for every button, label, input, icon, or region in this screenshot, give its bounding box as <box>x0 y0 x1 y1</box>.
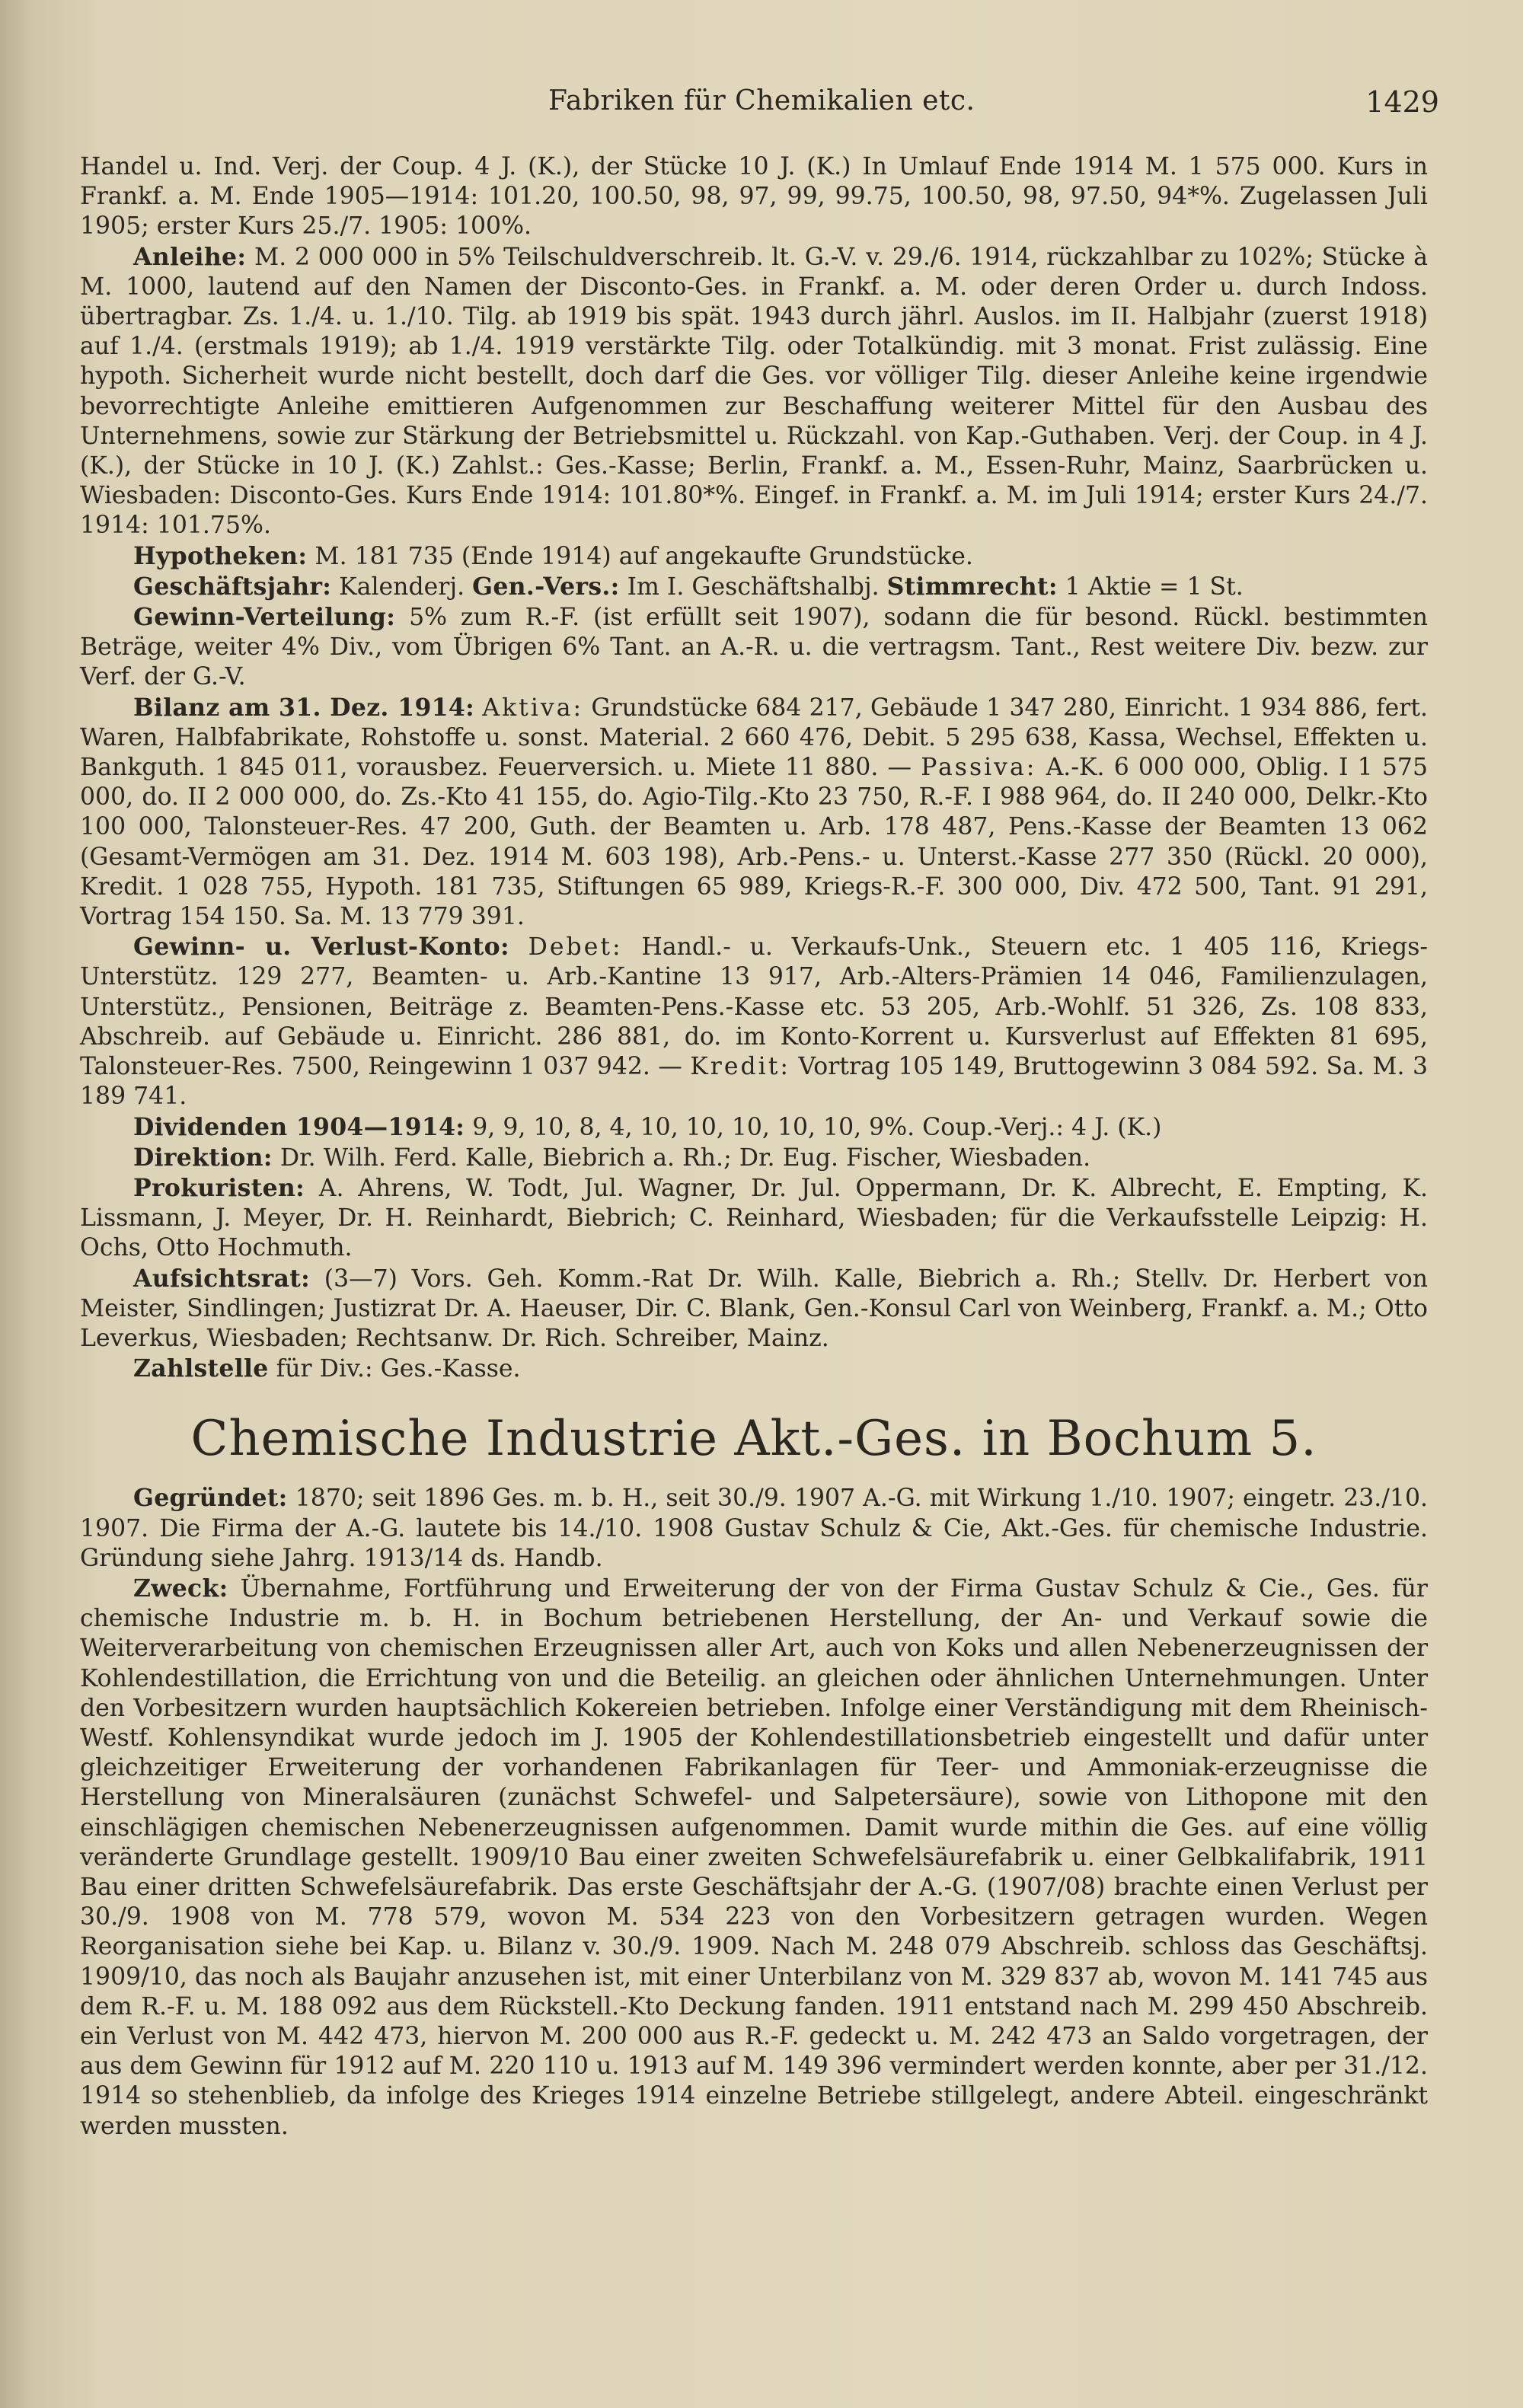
entry-dividenden <box>80 1112 1428 1143</box>
entry-geschaeftsjahr <box>80 572 1428 602</box>
entry-hypotheken <box>80 541 1428 572</box>
entry-label: Gewinn-Verteilung: <box>133 603 396 632</box>
kredit-label: Kredit: <box>690 1053 790 1081</box>
passiva-text: A.-K. 6 000 000, Oblig. I 1 575 000, do. II 2 000 000, do. Zs.-Kto 41 155, do. Agio-Tilg.-Kto 23 750, R.-F. I 988 964, do. II 240 000, Delkr.-Kto 100 000, Talonsteuer-Res. 47 200, Guth. der Beamten u. Arb. 178 487, Pens.-Kasse der Beamten 13 062 (Gesamt-Vermögen am 31. Dez. 1914 M. 603 198), Arb.-Pens.- u. Unterst.-Kasse 277 350 (Rückl. 20 000), Kredit. 1 028 755, Hypoth. 181 735, Stiftungen 65 989, Kriegs-R.-F. 300 000, Div. 472 500, Tant. 91 291, Vortrag 154 150. Sa. M. 13 779 391. <box>80 754 1429 931</box>
entry-text: M. 181 735 (Ende 1914) auf angekaufte Grundstücke. <box>314 542 973 570</box>
entry-zweck <box>80 1574 1428 2142</box>
entry-text: 1870; seit 1896 Ges. m. b. H., seit 30./9. 1907 A.-G. mit Wirkung 1./10. 1907; eingetr. 23./10. 1907. Die Firma der A.-G. lautete bis 14./10. 1908 Gustav Schulz & Cie, Akt.-Ges. für chemische Industrie. Gründung siehe Jahrg. 1913/14 ds. Handb. <box>80 1485 1429 1572</box>
entry-text: Dr. Wilh. Ferd. Kalle, Biebrich a. Rh.; Dr. Eug. Fischer, Wiesbaden. <box>279 1143 1091 1172</box>
entry-text: 5% zum R.-F. (ist erfüllt seit 1907), sodann die für besond. Rückl. bestimmten Beträge, weiter 4% Div., vom Übrigen 6% Tant. an A.-R. u. die vertragsm. Tant., Rest weitere Div. bezw. zur Verf. der G.-V. <box>80 604 1428 691</box>
entry-text: Im I. Geschäftshalbj. <box>627 572 880 601</box>
entry-label: Zahlstelle <box>133 1354 269 1383</box>
entry-anleihe <box>80 242 1428 541</box>
body-text <box>80 152 1428 2142</box>
continuation-text: Handel u. Ind. Verj. der Coup. 4 J. (K.), der Stücke 10 J. (K.) In Umlauf Ende 1914 M. 1 575 000. Kurs in Frankf. a. M. Ende 1905—1914: 101.20, 100.50, 98, 97, 99, 99.75, 100.50, 98, 97.50, 94*%. Zugelassen Juli 1905; erster Kurs 25./7. 1905: 100%. <box>80 153 1428 241</box>
entry-text: 1 Aktie = 1 St. <box>1065 572 1244 601</box>
debet-label: Debet: <box>528 933 623 962</box>
entry-label: Gegründet: <box>133 1484 288 1513</box>
entry-label: Prokuristen: <box>133 1173 305 1202</box>
entry-gegruendet <box>80 1483 1428 1574</box>
entry-gewinn-verlust <box>80 932 1428 1112</box>
entry-bilanz <box>80 693 1428 933</box>
aktiva-label: Aktiva: <box>482 694 584 722</box>
entry-text: A. Ahrens, W. Todt, Jul. Wagner, Dr. Jul. Oppermann, Dr. K. Albrecht, E. Empting, K. Lissmann, J. Meyer, Dr. H. Reinhardt, Biebrich; C. Reinhard, Wiesbaden; für die Verkaufsstelle Leipzig: H. Ochs, Otto Hochmuth. <box>80 1174 1429 1262</box>
entry-zahlstelle <box>80 1354 1428 1384</box>
entry-prokuristen <box>80 1173 1428 1264</box>
entry-label: Direktion: <box>133 1143 273 1172</box>
entry-text: Übernahme, Fortführung und Erweiterung der von der Firma Gustav Schulz & Cie., Ges. für chemische Industrie m. b. H. in Bochum betriebenen Herstellung, der An- und Verkauf sowie die Weiterverarbeitung von chemischen Erzeugnissen aller Art, auch von Koks und allen Nebenerzeugnissen der Kohlendestillation, die Errichtung von und die Beteilig. an gleichen oder ähnlichen Unternehmungen. Unter den Vorbesitzern wurden hauptsächlich Kokereien betrieben. Infolge einer Verständigung mit dem Rheinisch-Westf. Kohlensyndikat wurde jedoch im J. 1905 der Kohlendestillationsbetrieb eingestellt und dafür unter gleichzeitiger Erweiterung der vorhandenen Fabrikanlagen für Teer- und Ammoniak-erzeugnisse die Herstellung von Mineralsäuren (zunächst Schwefel- und Salpetersäure), sowie von Lithopone mit den einschlägigen chemischen Nebenerzeugnissen aufgenommen. Damit wurde mithin die Ges. auf eine völlig veränderte Grundlage gestellt. 1909/10 Bau einer zweiten Schwefelsäurefabrik u. einer Gelbkalifabrik, 1911 Bau einer dritten Schwefelsäurefabrik. Das erste Geschäftsjahr der A.-G. (1907/08) brachte einen Verlust per 30./9. 1908 von M. 778 579, wovon M. 534 223 von den Vorbesitzern getragen wurden. Wegen Reorganisation siehe bei Kap. u. Bilanz v. 30./9. 1909. Nach M. 248 079 Abschreib. schloss das Geschäftsj. 1909/10, das noch als Baujahr anzusehen ist, mit einer Unterbilanz von M. 329 837 ab, wovon M. 141 745 aus dem R.-F. u. M. 188 092 aus dem Rückstell.-Kto Deckung fanden. 1911 entstand nach M. 299 450 Abschreib. ein Verlust von M. 442 473, hiervon M. 200 000 aus R.-F. gedeckt u. M. 242 473 an Saldo vorgetragen, der aus dem Gewinn für 1912 auf M. 220 110 u. 1913 auf M. 149 396 vermindert werden konnte, aber per 31./12. 1914 so stehenblieb, da infolge des Krieges 1914 einzelne Betriebe stillgelegt, andere Abteil. eingeschränkt werden mussten. <box>80 1574 1428 2140</box>
page-header <box>91 85 1439 131</box>
kredit-text: Vortrag 105 149, Bruttogewinn 3 084 592. Sa. M. 3 189 741. <box>80 1053 1429 1111</box>
entry-text: M. 2 000 000 in 5% Teilschuldverschreib. lt. G.-V. v. 29./6. 1914, rückzahlbar zu 102%; Stücke à M. 1000, lautend auf den Namen der Disconto-Ges. in Frankf. a. M. oder deren Order u. durch Indoss. übertragbar. Zs. 1./4. u. 1./10. Tilg. ab 1919 bis spät. 1943 durch jährl. Auslos. im II. Halbjahr (zuerst 1918) auf 1./4. (erstmals 1919); ab 1./4. 1919 verstärkte Tilg. oder Totalkündig. mit 3 monat. Frist zulässig. Eine hypoth. Sicherheit wurde nicht bestellt, doch darf die Ges. vor völliger Tilg. dieser Anleihe keine irgendwie bevorrechtigte Anleihe emittieren Aufgenommen zur Beschaffung weiterer Mittel für den Ausbau des Unternehmens, sowie zur Stärkung der Betriebsmittel u. Rückzahl. von Kap.-Guthaben. Verj. der Coup. in 4 J. (K.), der Stücke in 10 J. (K.) Zahlst.: Ges.-Kasse; Berlin, Frankf. a. M., Essen-Ruhr, Mainz, Saarbrücken u. Wiesbaden: Disconto-Ges. Kurs Ende 1914: 101.80*%. Eingef. in Frankf. a. M. im Juli 1914; erster Kurs 24./7. 1914: 101.75%. <box>80 243 1428 540</box>
entry-gewinn-verteilung <box>80 602 1428 693</box>
company-section <box>80 1483 1428 2141</box>
entry-label: Zweck: <box>133 1574 228 1603</box>
running-title: Fabriken für Chemikalien etc. <box>548 85 975 116</box>
passiva-label: Passiva: <box>921 754 1037 782</box>
entry-text: Kalenderj. <box>339 572 465 601</box>
entry-text: 9, 9, 10, 8, 4, 10, 10, 10, 10, 10, 9%. Coup.-Verj.: 4 J. (K.) <box>472 1113 1162 1141</box>
entry-text: (3—7) Vors. Geh. Komm.-Rat Dr. Wilh. Kalle, Biebrich a. Rh.; Stellv. Dr. Herbert von Meister, Sindlingen; Justizrat Dr. A. Haeuser, Dir. C. Blank, Gen.-Konsul Carl von Weinberg, Frankf. a. M.; Otto Leverkus, Wiesbaden; Rechtsanw. Dr. Rich. Schreiber, Mainz. <box>80 1265 1428 1352</box>
entry-label: Aufsichtsrat: <box>133 1264 311 1293</box>
entry-label: Stimmrecht: <box>886 572 1058 601</box>
entry-label: Dividenden 1904—1914: <box>133 1112 465 1141</box>
entry-label: Gewinn- u. Verlust-Konto: <box>133 933 509 962</box>
entry-label: Gen.-Vers.: <box>472 572 620 601</box>
entry-label: Hypotheken: <box>133 541 308 570</box>
entry-label: Geschäftsjahr: <box>133 572 332 601</box>
company-heading: Chemische Industrie Akt.-Ges. in Bochum 5. <box>190 1411 1317 1468</box>
page-number: 1429 <box>1365 85 1439 119</box>
entry-label: Bilanz am 31. Dez. 1914: <box>133 693 475 722</box>
debet-text: Handl.- u. Verkaufs-Unk., Steuern etc. 1 405 116, Kriegs-Unterstütz. 129 277, Beamten- u. Arb.-Kantine 13 917, Arb.-Alters-Prämien 14 046, Familienzulagen, Unterstütz., Pensionen, Beiträge z. Beamten-Pens.-Kasse etc. 53 205, Arb.-Wohlf. 51 326, Zs. 108 833, Abschreib. auf Gebäude u. Einricht. 286 881, do. im Konto-Korrent u. Kursverlust auf Effekten 81 695, Talonsteuer-Res. 7500, Reingewinn 1 037 942. — <box>80 933 1429 1081</box>
entry-aufsichtsrat <box>80 1264 1428 1354</box>
entry-text: für Div.: Ges.-Kasse. <box>276 1355 521 1383</box>
entry-label: Anleihe: <box>133 242 247 271</box>
entry-direktion <box>80 1143 1428 1173</box>
aktiva-text: Grundstücke 684 217, Gebäude 1 347 280, Einricht. 1 934 886, fert. Waren, Halbfabrikate, Rohstoffe u. sonst. Material. 2 660 476, Debit. 5 295 638, Kassa, Wechsel, Effekten u. Bankguth. 1 845 011, vorausbez. Feuerversich. u. Miete 11 880. — <box>80 694 1428 782</box>
paragraph-continuation <box>80 152 1428 242</box>
